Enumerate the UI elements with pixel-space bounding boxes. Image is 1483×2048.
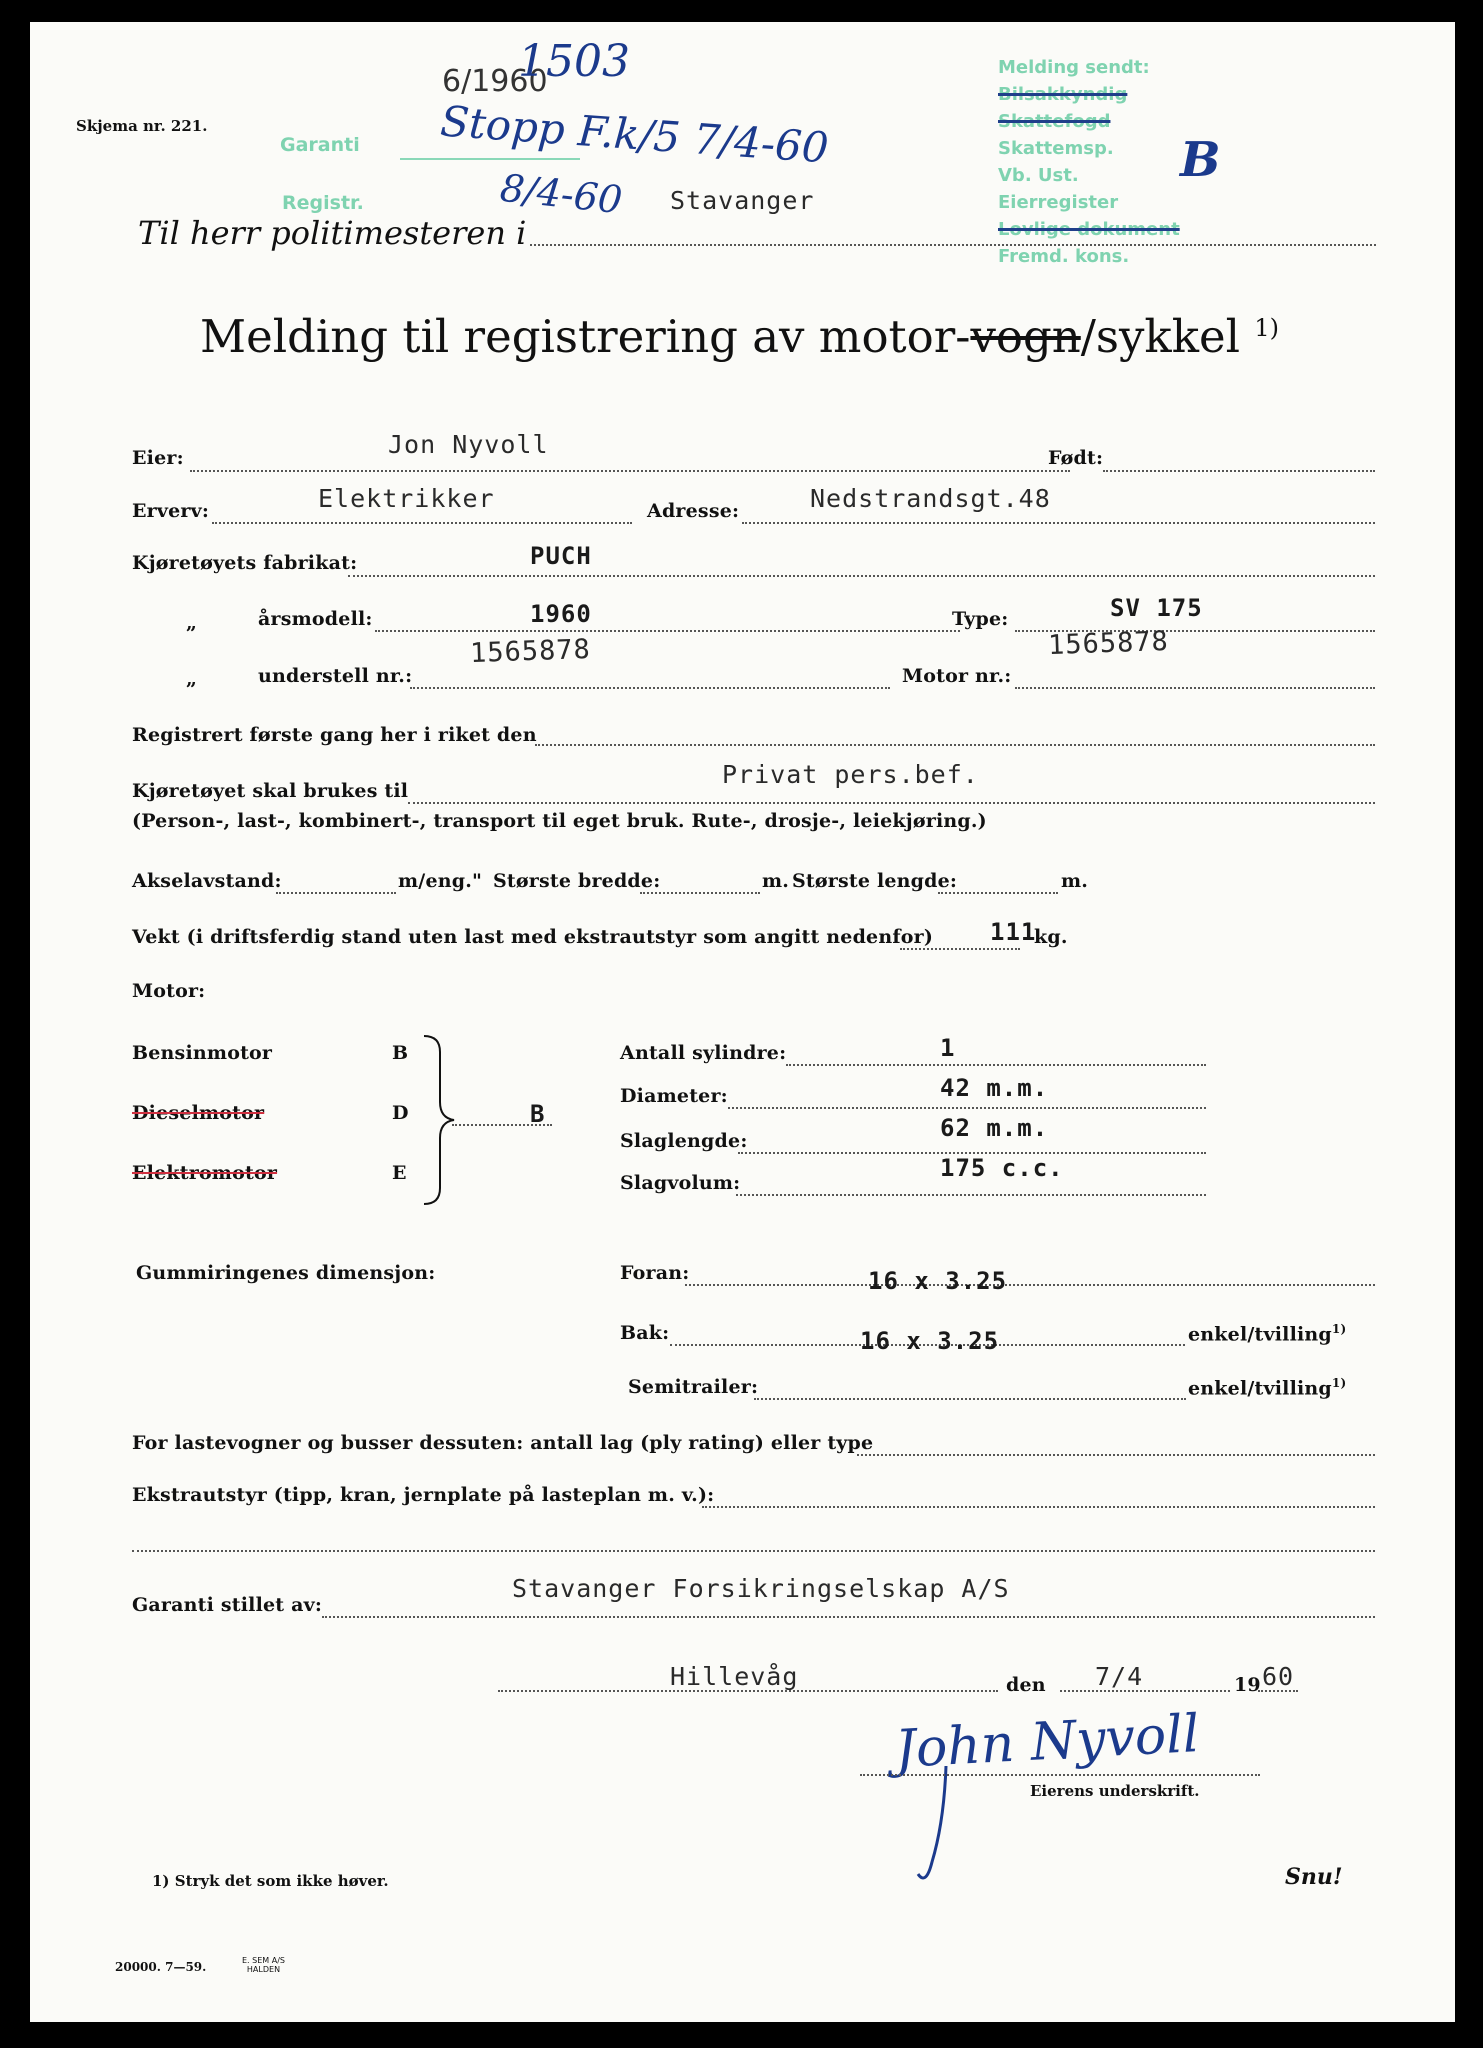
year-prefix: 19 bbox=[1234, 1674, 1261, 1696]
slagvolum-value: 175 c.c. bbox=[940, 1154, 1064, 1182]
foran-label: Foran: bbox=[620, 1262, 690, 1284]
aksel-unit: m/eng." bbox=[398, 870, 483, 892]
brukes-label: Kjøretøyet skal brukes til bbox=[132, 780, 409, 802]
file-number: 6/1960 bbox=[442, 64, 548, 99]
print-info: 20000. 7—59. bbox=[115, 1960, 207, 1974]
addressee: Til herr politimesteren i bbox=[138, 214, 527, 252]
type-value: SV 175 bbox=[1110, 594, 1203, 622]
slagvolum-line bbox=[736, 1194, 1206, 1196]
sylindre-label: Antall sylindre: bbox=[620, 1042, 787, 1064]
diameter-label: Diameter: bbox=[620, 1085, 728, 1107]
erverv-value: Elektrikker bbox=[318, 484, 495, 513]
brukes-line bbox=[408, 802, 1375, 804]
sylindre-value: 1 bbox=[940, 1034, 956, 1062]
bensinmotor-code: B bbox=[392, 1042, 409, 1064]
bredde-label: Største bredde: bbox=[493, 870, 661, 892]
lengde-unit: m. bbox=[1061, 870, 1089, 892]
slaglengde-value: 62 m.m. bbox=[940, 1114, 1049, 1142]
eier-line bbox=[190, 470, 1070, 472]
erverv-label: Erverv: bbox=[132, 500, 210, 522]
tyres-label: Gummiringenes dimensjon: bbox=[136, 1262, 436, 1284]
stamp-line bbox=[400, 158, 580, 160]
handwritten-date: 8/4-60 bbox=[498, 165, 625, 223]
footnote: 1) Stryk det som ikke høver. bbox=[152, 1872, 389, 1890]
case-number: 1503 bbox=[518, 36, 630, 87]
arsmodell-label: årsmodell: bbox=[258, 608, 373, 630]
adresse-value: Nedstrandsgt.48 bbox=[810, 484, 1051, 513]
signature-caption: Eierens underskrift. bbox=[1030, 1782, 1200, 1800]
bak-enkel-tvilling: enkel/tvilling$^{1)}$ bbox=[1188, 1322, 1347, 1346]
stamp-mark: B bbox=[1180, 132, 1221, 188]
brukes-note: (Person-, last-, kombinert-, transport til eget bruk. Rute-, drosje-, leiekjøring.) bbox=[132, 810, 987, 832]
erverv-line bbox=[212, 522, 632, 524]
diameter-value: 42 m.m. bbox=[940, 1074, 1049, 1102]
ditto-mark: „ bbox=[186, 612, 198, 634]
ekstra-label: Ekstrautstyr (tipp, kran, jernplate på lasteplan m. v.): bbox=[132, 1484, 715, 1506]
eier-value: Jon Nyvoll bbox=[388, 430, 549, 459]
slaglengde-label: Slaglengde: bbox=[620, 1130, 748, 1152]
motor-heading: Motor: bbox=[132, 980, 206, 1002]
ditto-mark-2: „ bbox=[186, 668, 198, 690]
arsmodell-value: 1960 bbox=[530, 600, 592, 628]
motor-nr-value: 1565878 bbox=[1047, 625, 1170, 662]
brukes-value: Privat pers.bef. bbox=[722, 760, 979, 789]
bredde-unit: m. bbox=[762, 870, 790, 892]
arsmodell-line bbox=[375, 630, 960, 632]
adresse-line bbox=[742, 522, 1375, 524]
foran-line bbox=[685, 1284, 1375, 1286]
semitrailer-label: Semitrailer: bbox=[628, 1376, 759, 1398]
vekt-label: Vekt (i driftsferdig stand uten last med ekstrautstyr som angitt nedenfor) bbox=[132, 926, 934, 948]
semi-enkel-tvilling: enkel/tvilling$^{1)}$ bbox=[1188, 1376, 1347, 1400]
printer: E. SEM A/S HALDEN bbox=[242, 1956, 285, 1974]
forste-gang-line bbox=[535, 744, 1375, 746]
date-line bbox=[1060, 1690, 1230, 1692]
laste-label: For lastevogner og busser dessuten: antall lag (ply rating) eller type bbox=[132, 1432, 874, 1454]
foran-value: 16 x 3.25 bbox=[868, 1267, 1008, 1295]
ekstra-line-2 bbox=[132, 1550, 1375, 1552]
ekstra-line bbox=[702, 1506, 1375, 1508]
date-value: 7/4 bbox=[1095, 1662, 1144, 1691]
garanti-value: Stavanger Forsikringselskap A/S bbox=[512, 1574, 1010, 1603]
signature-flourish bbox=[908, 1762, 958, 1892]
adresse-label: Adresse: bbox=[647, 500, 740, 522]
understell-label: understell nr.: bbox=[258, 665, 413, 687]
type-label: Type: bbox=[952, 608, 1009, 630]
aksel-line bbox=[276, 892, 396, 894]
understell-value: 1565878 bbox=[469, 633, 592, 670]
form-title: Melding til registrering av motor-vogn/sykkel $^{1)}$ bbox=[200, 310, 1279, 363]
vekt-value: 111 bbox=[990, 918, 1037, 946]
laste-line bbox=[857, 1454, 1375, 1456]
stamp-registr: Registr. bbox=[282, 192, 364, 214]
understell-line bbox=[410, 687, 890, 689]
forste-gang-label: Registrert første gang her i riket den bbox=[132, 724, 537, 746]
fodt-line bbox=[1103, 470, 1375, 472]
motor-nr-label: Motor nr.: bbox=[902, 665, 1012, 687]
owner-signature: John Nyvoll bbox=[893, 1704, 1201, 1780]
slagvolum-label: Slagvolum: bbox=[620, 1172, 741, 1194]
elektromotor-code: E bbox=[392, 1162, 407, 1184]
place-value: Hillevåg bbox=[670, 1662, 799, 1691]
motor-selected: B bbox=[530, 1100, 546, 1128]
city-value: Stavanger bbox=[670, 186, 815, 215]
lengde-label: Største lengde: bbox=[792, 870, 958, 892]
fabrikat-value: PUCH bbox=[530, 542, 592, 570]
vekt-unit: kg. bbox=[1034, 926, 1068, 948]
eier-label: Eier: bbox=[132, 447, 184, 469]
city-line bbox=[530, 244, 1376, 246]
aksel-label: Akselavstand: bbox=[132, 870, 282, 892]
vekt-line bbox=[900, 948, 1020, 950]
bensinmotor-label: Bensinmotor bbox=[132, 1042, 273, 1064]
dieselmotor-label: Dieselmotor bbox=[132, 1102, 265, 1124]
motor-nr-line bbox=[1015, 687, 1375, 689]
stamp-garanti: Garanti bbox=[280, 134, 360, 156]
signature-line bbox=[860, 1774, 1260, 1776]
stamp-melding-sendt: Melding sendt: Bilsakkyndig Skattefogd Skattemsp. Vb. Ust. Eierregister Lovlige dokument Fremd. kons. bbox=[998, 57, 1180, 267]
motor-brace bbox=[420, 1032, 460, 1207]
lengde-line bbox=[938, 892, 1058, 894]
handwritten-note: Stopp F.k/5 7/4-60 bbox=[438, 96, 831, 173]
sylindre-line bbox=[786, 1064, 1206, 1066]
bredde-line bbox=[640, 892, 760, 894]
elektromotor-label: Elektromotor bbox=[132, 1162, 278, 1184]
garanti-label: Garanti stillet av: bbox=[132, 1594, 323, 1616]
den-label: den bbox=[1006, 1674, 1046, 1696]
year-suffix: 60 bbox=[1262, 1662, 1295, 1691]
form-number: Skjema nr. 221. bbox=[76, 117, 208, 135]
garanti-line bbox=[322, 1616, 1375, 1618]
fabrikat-line bbox=[348, 575, 1375, 577]
dieselmotor-code: D bbox=[392, 1102, 409, 1124]
turn-over: Snu! bbox=[1285, 1864, 1343, 1890]
form-sheet bbox=[30, 22, 1455, 2022]
bak-label: Bak: bbox=[620, 1322, 670, 1344]
semitrailer-line bbox=[754, 1398, 1186, 1400]
diameter-line bbox=[728, 1107, 1206, 1109]
bak-value: 16 x 3.25 bbox=[860, 1327, 1000, 1355]
fabrikat-label: Kjøretøyets fabrikat: bbox=[132, 552, 358, 574]
fodt-label: Født: bbox=[1048, 447, 1104, 469]
